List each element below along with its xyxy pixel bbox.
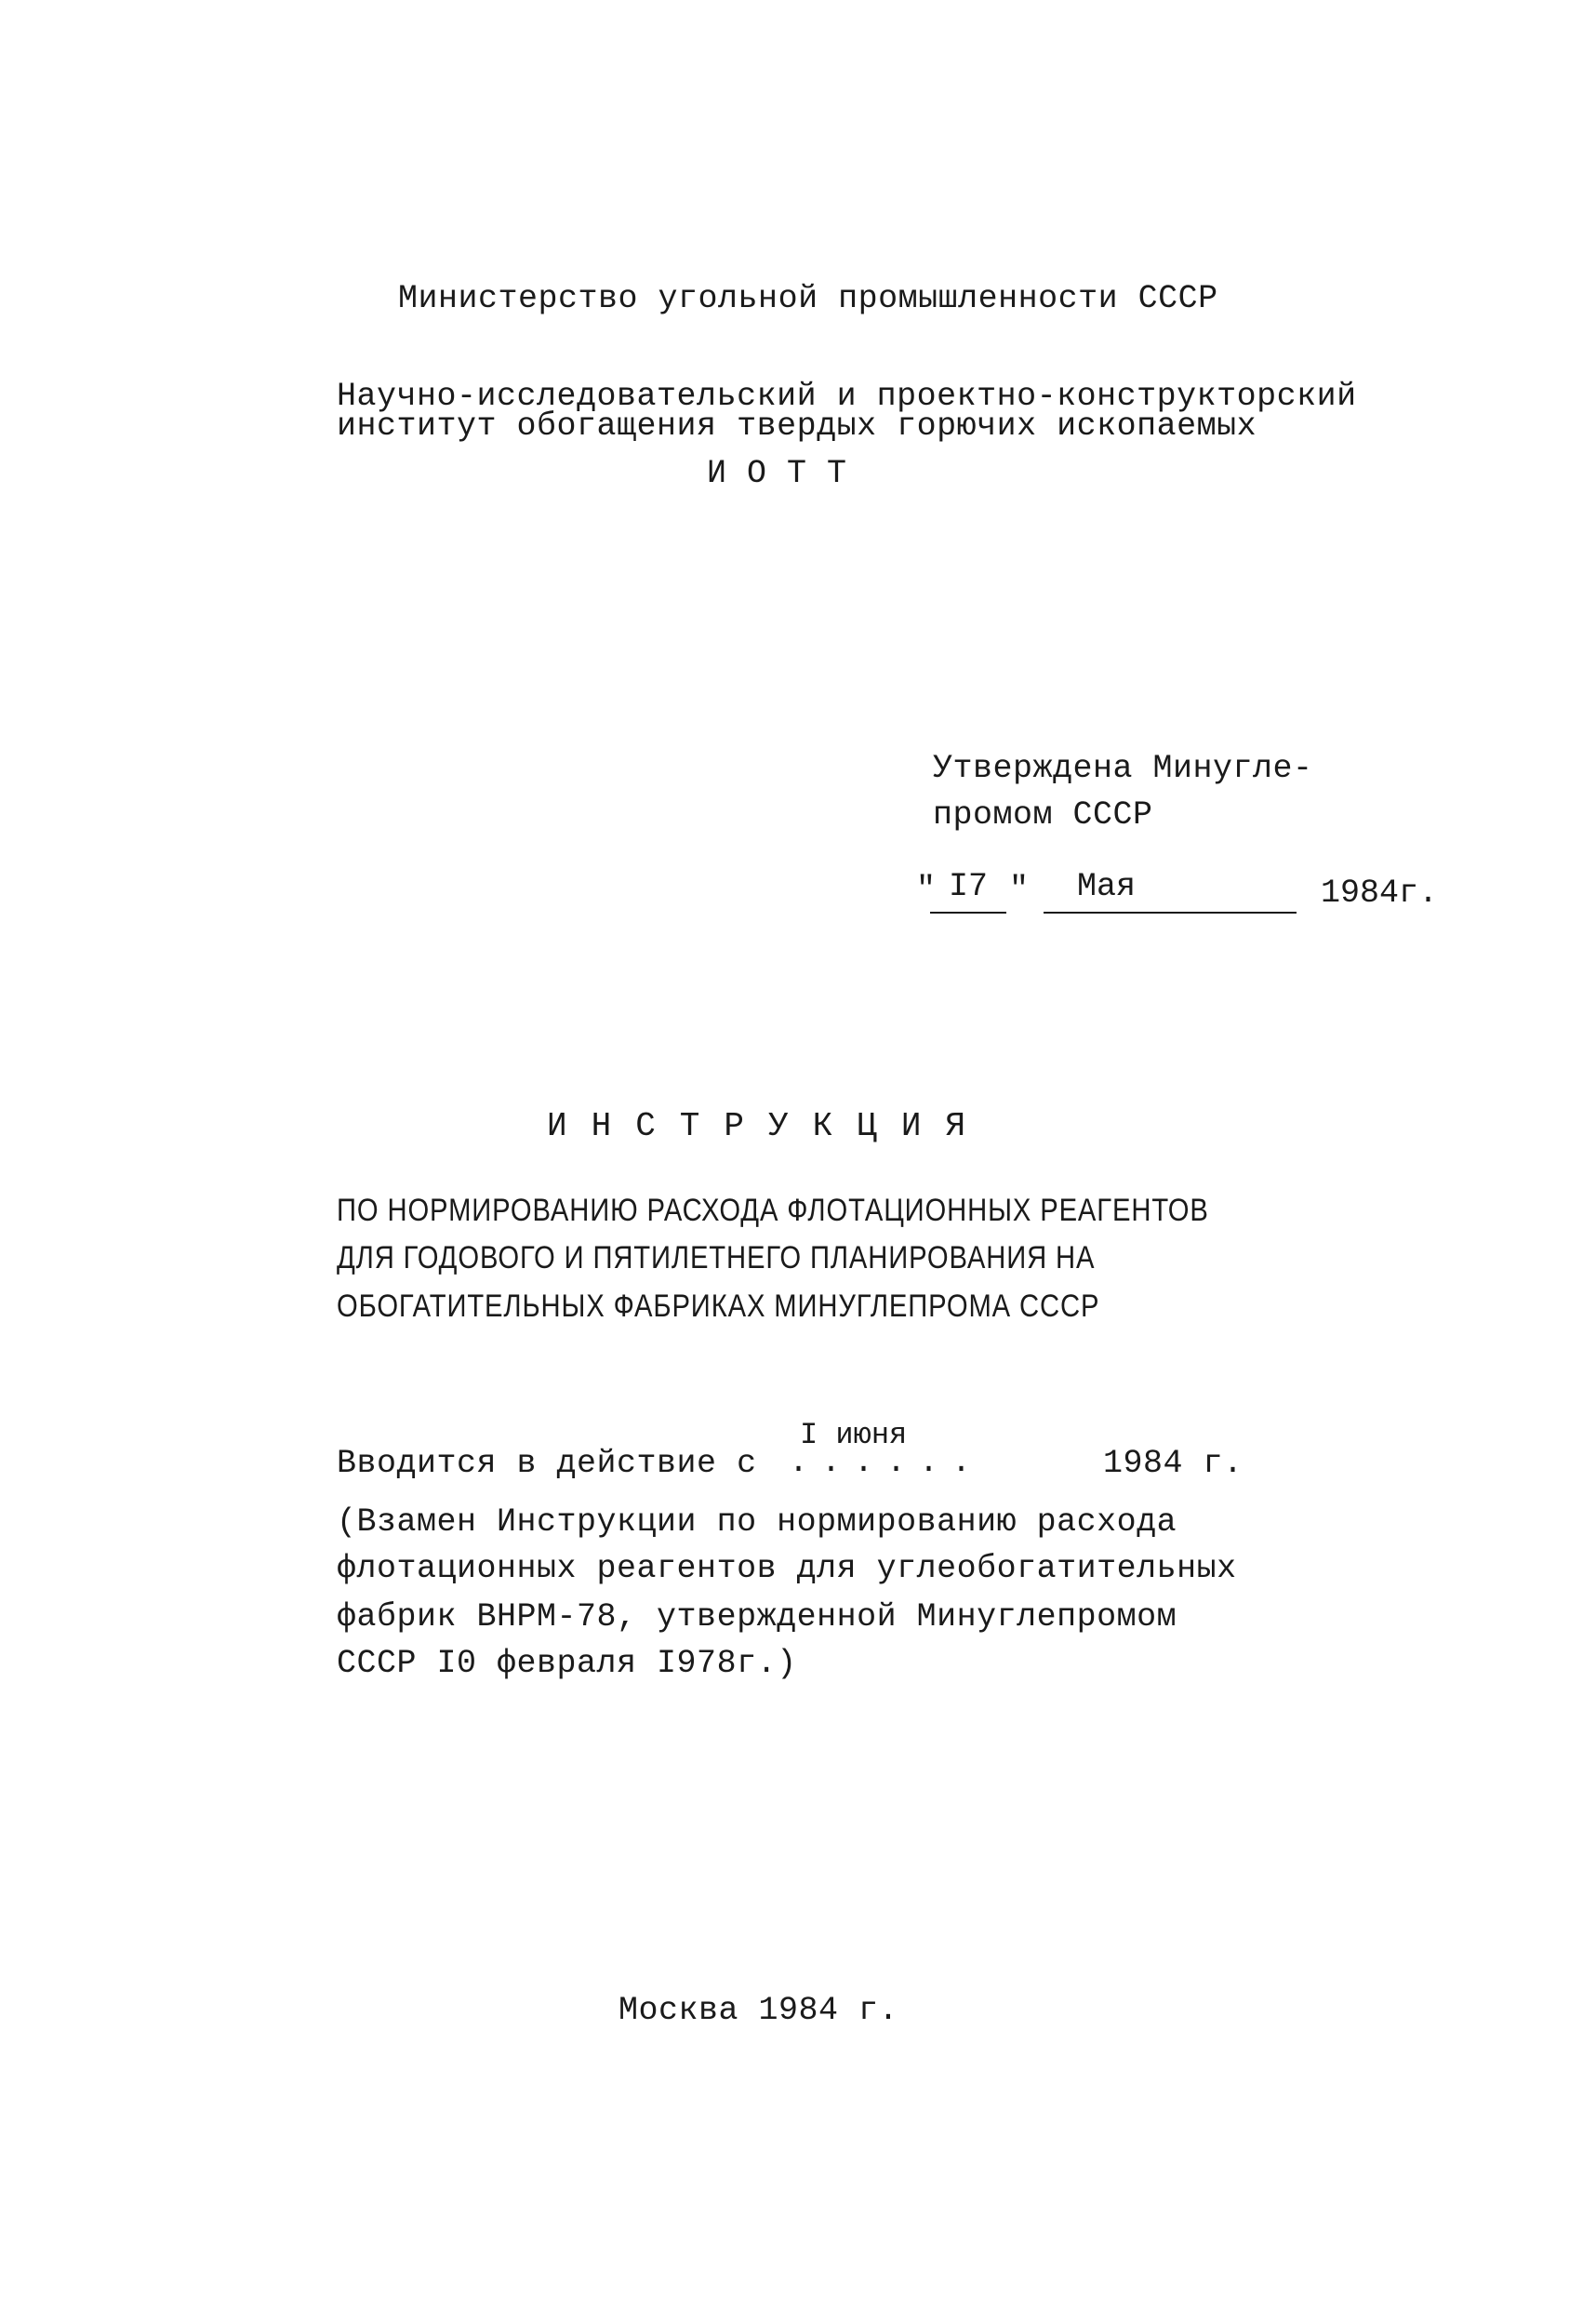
subtitle-line3: ОБОГАТИТЕЛЬНЫХ ФАБРИКАХ МИНУГЛЕПРОМА СССР — [337, 1289, 1100, 1324]
replacement-line1: (Взамен Инструкции по нормированию расхода — [337, 1503, 1177, 1541]
approval-line2: промом СССР — [933, 796, 1153, 834]
replacement-line4: СССР I0 февраля I978г.) — [337, 1645, 797, 1682]
ministry-name: Министерство угольной промышленности СССР — [398, 280, 1218, 317]
approval-day: I7 — [949, 868, 989, 905]
institute-name-line1: Научно-исследовательский и проектно-конструкторский — [337, 378, 1357, 415]
month-underline — [1044, 912, 1297, 914]
effective-date-dots: ...... — [789, 1444, 985, 1481]
replacement-line2: флотационных реагентов для углеобогатительных — [337, 1550, 1237, 1587]
approval-open-quote: " — [916, 871, 937, 908]
approval-close-quote: " — [1009, 871, 1030, 908]
day-underline — [930, 912, 1006, 914]
effective-label: Вводится в действие с — [337, 1445, 757, 1482]
document-title: ИНСТРУКЦИЯ — [547, 1107, 991, 1145]
subtitle-line1: ПО НОРМИРОВАНИЮ РАСХОДА ФЛОТАЦИОННЫХ РЕАГЕНТОВ — [337, 1193, 1209, 1228]
approval-line1: Утверждена Минугле- — [933, 750, 1313, 787]
place-and-year: Москва 1984 г. — [618, 1992, 899, 2029]
subtitle-line2: ДЛЯ ГОДОВОГО И ПЯТИЛЕТНЕГО ПЛАНИРОВАНИЯ НА — [337, 1240, 1096, 1275]
effective-year: 1984 г. — [1103, 1445, 1244, 1482]
institute-name-line2: институт обогащения твердых горючих ископаемых — [337, 407, 1257, 445]
effective-date-handwritten: I июня — [800, 1418, 908, 1452]
institute-abbreviation: ИОТТ — [707, 455, 868, 492]
approval-year: 1984г. — [1321, 875, 1439, 912]
approval-month: Мая — [1077, 868, 1137, 905]
replacement-line3: фабрик ВНРМ-78, утвержденной Минуглепромом — [337, 1598, 1177, 1636]
